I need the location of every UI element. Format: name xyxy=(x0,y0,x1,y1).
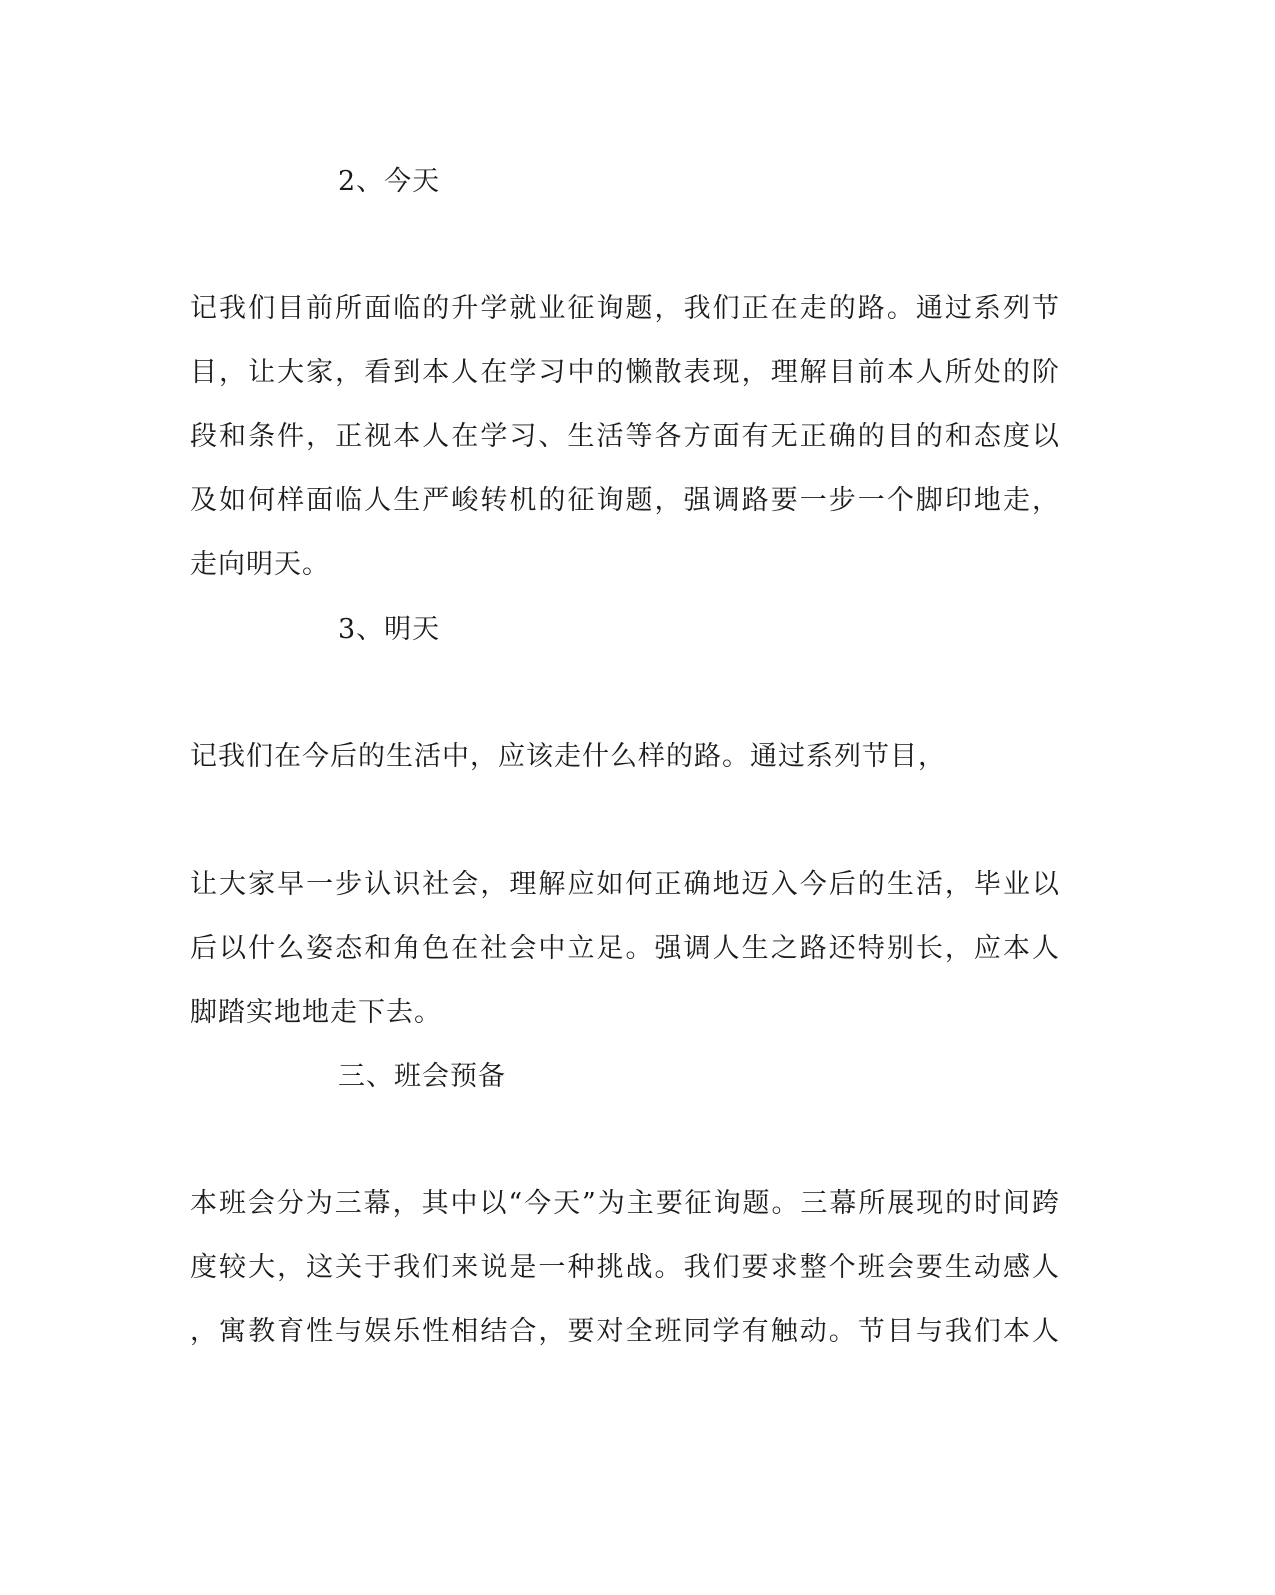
paragraph-line: 后以什么姿态和角色在社会中立足。强调人生之路还特别长，应本人 xyxy=(190,933,1060,964)
section-heading-tomorrow: 3、明天 xyxy=(338,614,441,645)
paragraph-line: 目，让大家，看到本人在学习中的懒散表现，理解目前本人所处的阶 xyxy=(190,357,1060,388)
paragraph-today xyxy=(190,277,1060,597)
paragraph-tomorrow-intro xyxy=(190,725,1060,789)
section-heading-today: 2、今天 xyxy=(338,166,441,197)
paragraph-line: 记我们在今后的生活中，应该走什么样的路。通过系列节目， xyxy=(190,741,946,772)
paragraph-line: 段和条件，正视本人在学习、生活等各方面有无正确的目的和态度以 xyxy=(190,421,1060,452)
paragraph-tomorrow xyxy=(190,853,1060,1045)
paragraph-line: 本班会分为三幕，其中以“今天”为主要征询题。三幕所展现的时间跨 xyxy=(190,1188,1060,1219)
paragraph-line: 度较大，这关于我们来说是一种挑战。我们要求整个班会要生动感人 xyxy=(190,1252,1060,1283)
paragraph-preparation xyxy=(190,1172,1060,1364)
paragraph-line: 让大家早一步认识社会，理解应如何正确地迈入今后的生活，毕业以 xyxy=(190,869,1060,900)
paragraph-line: ，寓教育性与娱乐性相结合，要对全班同学有触动。节目与我们本人 xyxy=(190,1316,1060,1347)
paragraph-line: 走向明天。 xyxy=(190,549,330,580)
paragraph-line: 记我们目前所面临的升学就业征询题，我们正在走的路。通过系列节 xyxy=(190,293,1060,324)
paragraph-line: 脚踏实地地走下去。 xyxy=(190,997,442,1028)
section-heading-preparation: 三、班会预备 xyxy=(338,1061,506,1092)
paragraph-line: 及如何样面临人生严峻转机的征询题，强调路要一步一个脚印地走， xyxy=(190,485,1060,516)
